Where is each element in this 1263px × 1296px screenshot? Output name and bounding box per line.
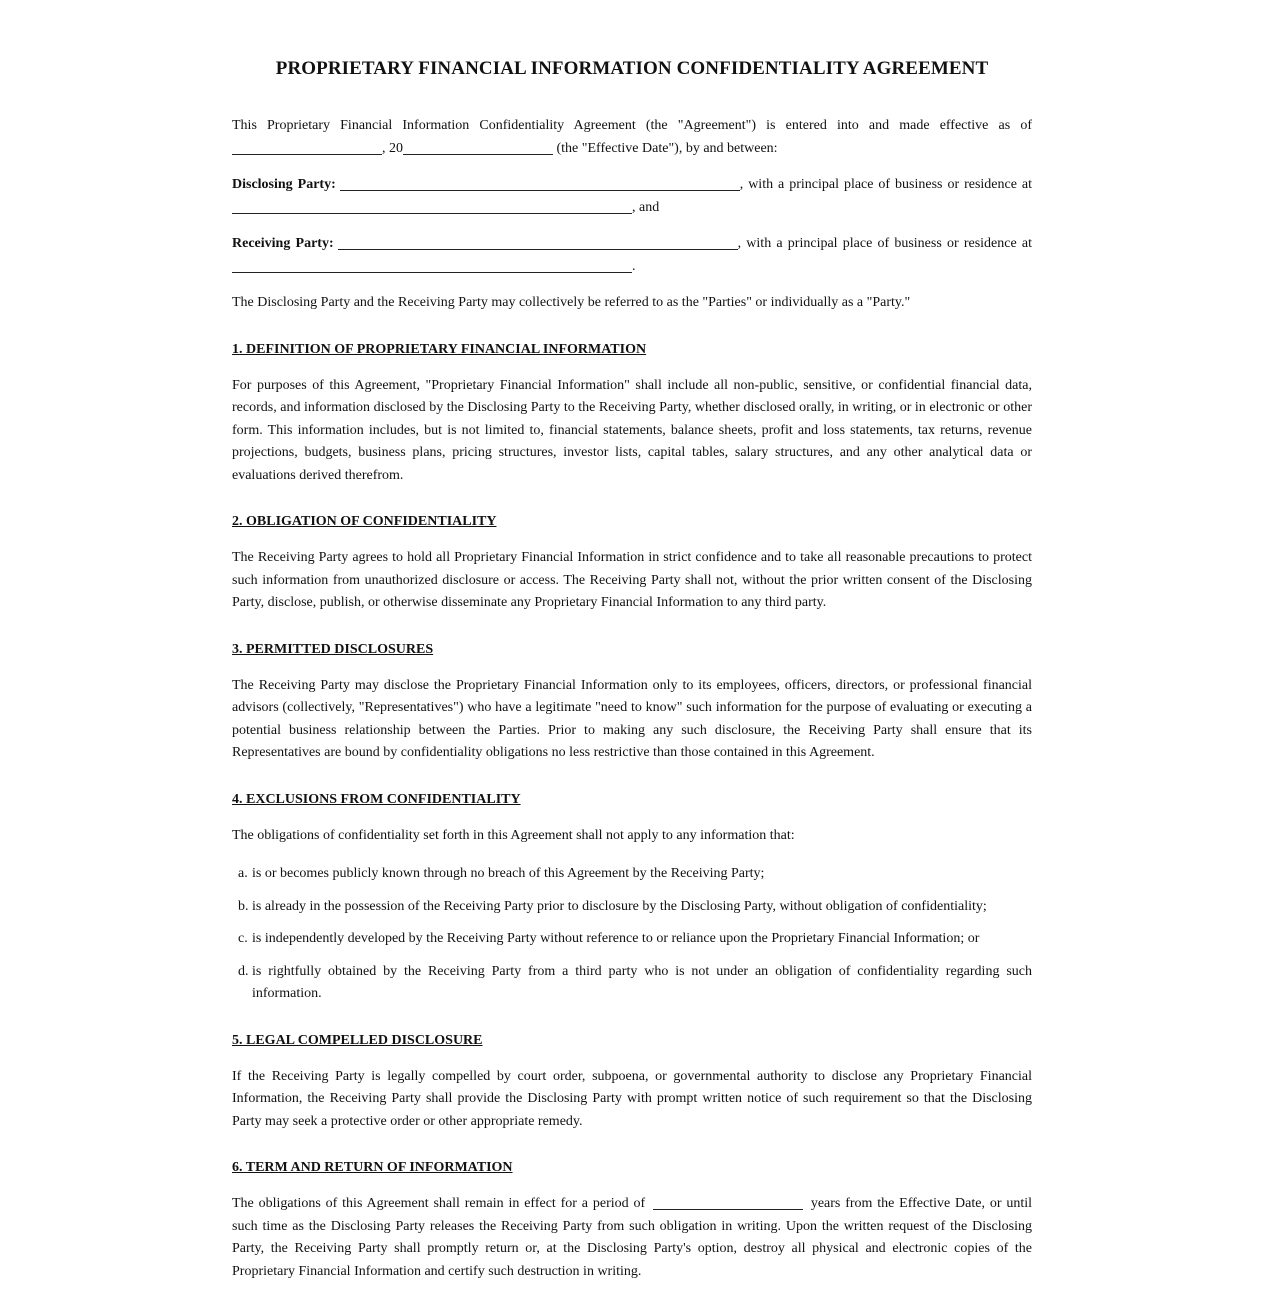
section-body: The obligations of confidentiality set forth in this Agreement shall not apply to any information that:	[232, 827, 795, 843]
section-exclusions	[232, 789, 1032, 1006]
list-item	[232, 961, 1032, 1006]
receiving-party-end: .	[632, 258, 636, 274]
section-body: For purposes of this Agreement, "Proprietary Financial Information" shall include all non-public, sensitive, or confidential financial data, records, and information disclosed by the Disclosing Party to the Receiving Party, whether disclosed orally, in writing, or in electronic or other form. This information includes, but is not limited to, financial statements, balance sheets, profit and loss statements, tax returns, revenue projections, budgets, business plans, pricing structures, investor lists, capital tables, salary structures, and any other analytical data or evaluations derived therefrom.	[232, 377, 1032, 483]
intro-text: This Proprietary Financial Information Confidentiality Agreement (the "Agreement") is entered into and made effective as of	[232, 118, 1032, 133]
list-item	[232, 863, 1032, 886]
section-heading: 5. LEGAL COMPELLED DISCLOSURE	[232, 1032, 483, 1048]
section-permitted-disclosures	[232, 639, 1032, 765]
list-marker: c.	[238, 931, 248, 946]
list-marker: a.	[238, 866, 248, 881]
list-item-text: is already in the possession of the Receiving Party prior to disclosure by the Disclosing Party, without obligation of confidentiality;	[252, 898, 987, 914]
section-body: The Receiving Party may disclose the Proprietary Financial Information only to its employees, officers, directors, or professional financial advisors (collectively, "Representatives") who have a legitimate "need to know" such information for the purpose of evaluating or executing a potential business relationship between the Parties. Prior to making any such disclosure, the Receiving Party shall ensure that its Representatives are bound by confidentiality obligations no less restrictive than those contained in this Agreement.	[232, 677, 1032, 760]
section-heading: 2. OBLIGATION OF CONFIDENTIALITY	[232, 514, 497, 529]
receiving-party-suffix: , with a principal place of business or residence at	[737, 236, 1032, 251]
section-body: If the Receiving Party is legally compelled by court order, subpoena, or governmental authority to disclose any Proprietary Financial Information, the Receiving Party shall provide the Disclosing Party with prompt written notice of such requirement so that the Disclosing Party may seek a protective order or other appropriate remedy.	[232, 1068, 1032, 1129]
list-item-text: is rightfully obtained by the Receiving Party from a third party who is not under an obligation of confidentiality regarding such information.	[252, 963, 1032, 1001]
section-definition	[232, 339, 1032, 488]
receiving-party-paragraph	[232, 233, 1032, 278]
section-heading: 1. DEFINITION OF PROPRIETARY FINANCIAL INFORMATION	[232, 341, 647, 357]
section-heading: 3. PERMITTED DISCLOSURES	[232, 641, 434, 657]
document-title: PROPRIETARY FINANCIAL INFORMATION CONFIDENTIALITY AGREEMENT	[275, 58, 989, 79]
disclosing-party-address-blank[interactable]	[232, 198, 632, 214]
disclosing-party-end: , and	[632, 199, 660, 215]
section-obligation	[232, 511, 1032, 615]
list-item	[232, 896, 1032, 919]
list-marker: d.	[238, 963, 249, 979]
document-page	[232, 0, 1032, 1283]
intro-year-prefix: , 20	[382, 140, 403, 156]
list-marker: b.	[238, 898, 249, 914]
section-heading: 6. TERM AND RETURN OF INFORMATION	[232, 1160, 513, 1175]
list-item-text: is or becomes publicly known through no breach of this Agreement by the Receiving Party;	[252, 866, 765, 881]
effective-year-blank[interactable]	[403, 139, 553, 155]
term-text-start: The obligations of this Agreement shall remain in effect for a period of	[232, 1196, 646, 1211]
receiving-party-label: Receiving Party:	[232, 236, 334, 251]
list-item-text: is independently developed by the Receiving Party without reference to or reliance upon the Proprietary Financial Information; or	[252, 931, 980, 946]
intro-paragraph	[232, 115, 1032, 160]
effective-date-blank[interactable]	[232, 139, 382, 155]
parties-definition: The Disclosing Party and the Receiving Party may collectively be referred to as the "Parties" or individually as a "Party."	[232, 295, 911, 310]
term-years-blank[interactable]	[653, 1194, 803, 1210]
disclosing-party-suffix: , with a principal place of business or residence at	[739, 177, 1033, 192]
section-body: The Receiving Party agrees to hold all Proprietary Financial Information in strict confidence and to take all reasonable precautions to protect such information from unauthorized disclosure or access. The Receiving Party shall not, without the prior written consent of the Disclosing Party, disclose, publish, or otherwise disseminate any Proprietary Financial Information to any third party.	[232, 550, 1032, 610]
term-text-end: years from the Effective Date, or until such time as the Disclosing Party releases the Receiving Party from such obligation in writing. Upon the written request of the Disclosing Party, the Receiving Party shall promptly return or, at the Disclosing Party's option, destroy all physical and electronic copies of the Proprietary Financial Information and certify such destruction in writing.	[232, 1196, 1032, 1279]
disclosing-party-label: Disclosing Party:	[232, 177, 336, 192]
section-compelled-disclosure	[232, 1030, 1032, 1134]
receiving-party-name-blank[interactable]	[338, 234, 738, 250]
disclosing-party-paragraph	[232, 174, 1032, 219]
list-item	[232, 928, 1032, 951]
section-heading: 4. EXCLUSIONS FROM CONFIDENTIALITY	[232, 791, 521, 807]
exclusions-list	[232, 863, 1032, 1006]
receiving-party-address-blank[interactable]	[232, 257, 632, 273]
section-term-return	[232, 1157, 1032, 1283]
section-body	[232, 1193, 1032, 1283]
intro-text-end: (the "Effective Date"), by and between:	[556, 140, 778, 156]
disclosing-party-name-blank[interactable]	[340, 175, 740, 191]
